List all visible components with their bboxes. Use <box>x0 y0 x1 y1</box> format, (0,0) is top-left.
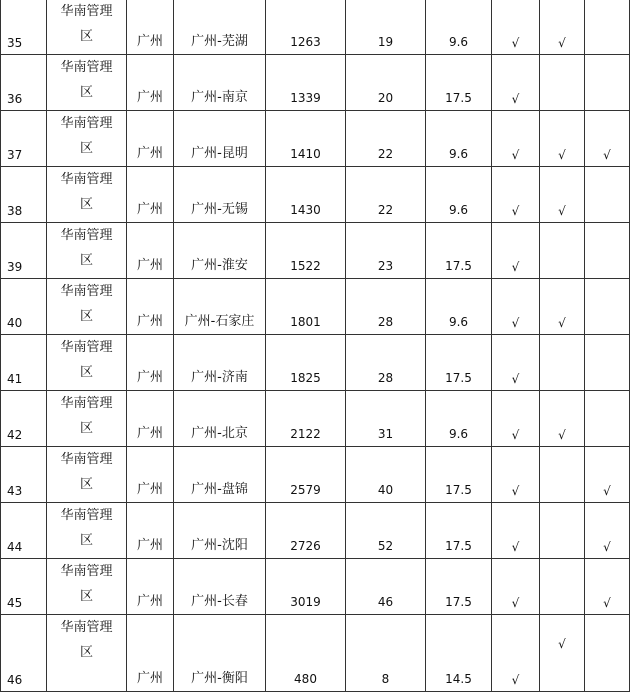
check-mark-col-3: √ <box>585 559 630 615</box>
check-mark-col-3: √ <box>585 111 630 167</box>
days-value: 52 <box>346 503 426 559</box>
region-line-1: 华南管理 <box>60 116 113 131</box>
price-value: 9.6 <box>426 167 492 223</box>
table-row <box>1 447 630 503</box>
region-cell <box>47 447 127 503</box>
days-value: 22 <box>346 111 426 167</box>
table-row <box>1 559 630 615</box>
check-mark-col-1: √ <box>492 503 540 559</box>
distance-value: 1522 <box>266 223 346 279</box>
price-value: 17.5 <box>426 559 492 615</box>
price-value: 17.5 <box>426 223 492 279</box>
price-value: 14.5 <box>426 615 492 692</box>
region-cell <box>47 167 127 223</box>
origin-city: 广州 <box>127 55 174 111</box>
days-value: 28 <box>346 335 426 391</box>
days-value: 8 <box>346 615 426 692</box>
check-mark-col-2: √ <box>540 615 585 692</box>
row-index: 35 <box>1 0 47 55</box>
check-mark-col-2: √ <box>540 167 585 223</box>
distance-value: 2122 <box>266 391 346 447</box>
check-mark-col-1: √ <box>492 223 540 279</box>
check-mark-col-2: √ <box>540 279 585 335</box>
distance-value: 480 <box>266 615 346 692</box>
region-line-1: 华南管理 <box>60 396 113 411</box>
origin-city: 广州 <box>127 335 174 391</box>
row-index: 45 <box>1 559 47 615</box>
region-line-1: 华南管理 <box>60 60 113 75</box>
distance-value: 1801 <box>266 279 346 335</box>
region-cell <box>47 503 127 559</box>
price-value: 9.6 <box>426 111 492 167</box>
check-mark-col-2: √ <box>540 0 585 55</box>
region-line-2: 区 <box>79 477 93 492</box>
check-mark-col-1: √ <box>492 615 540 692</box>
check-mark-col-1: √ <box>492 559 540 615</box>
region-cell <box>47 615 127 692</box>
region-line-2: 区 <box>79 645 93 660</box>
price-value: 17.5 <box>426 447 492 503</box>
days-value: 40 <box>346 447 426 503</box>
region-cell <box>47 0 127 55</box>
region-cell <box>47 55 127 111</box>
distance-value: 1339 <box>266 55 346 111</box>
distance-value: 1263 <box>266 0 346 55</box>
check-mark-col-2 <box>540 335 585 391</box>
row-index: 37 <box>1 111 47 167</box>
check-mark-col-3: √ <box>585 503 630 559</box>
row-index: 38 <box>1 167 47 223</box>
route-name: 广州-石家庄 <box>174 279 266 335</box>
row-index: 46 <box>1 615 47 692</box>
region-line-2: 区 <box>79 85 93 100</box>
region-line-1: 华南管理 <box>60 340 113 355</box>
days-value: 20 <box>346 55 426 111</box>
table-row <box>1 223 630 279</box>
price-value: 9.6 <box>426 0 492 55</box>
region-cell <box>47 223 127 279</box>
route-name: 广州-长春 <box>174 559 266 615</box>
route-name: 广州-北京 <box>174 391 266 447</box>
row-index: 42 <box>1 391 47 447</box>
check-mark-col-1: √ <box>492 279 540 335</box>
region-line-2: 区 <box>79 29 93 44</box>
days-value: 23 <box>346 223 426 279</box>
origin-city: 广州 <box>127 559 174 615</box>
days-value: 22 <box>346 167 426 223</box>
distance-value: 1430 <box>266 167 346 223</box>
price-value: 17.5 <box>426 335 492 391</box>
check-mark-col-3 <box>585 55 630 111</box>
route-name: 广州-沈阳 <box>174 503 266 559</box>
table-row <box>1 615 630 692</box>
origin-city: 广州 <box>127 279 174 335</box>
origin-city: 广州 <box>127 447 174 503</box>
check-mark-col-3 <box>585 279 630 335</box>
check-mark-col-1: √ <box>492 391 540 447</box>
origin-city: 广州 <box>127 223 174 279</box>
check-mark-col-1: √ <box>492 167 540 223</box>
row-index: 43 <box>1 447 47 503</box>
table-row <box>1 279 630 335</box>
route-name: 广州-盘锦 <box>174 447 266 503</box>
check-mark-col-1: √ <box>492 55 540 111</box>
region-cell <box>47 111 127 167</box>
region-line-1: 华南管理 <box>60 564 113 579</box>
region-line-1: 华南管理 <box>60 228 113 243</box>
region-line-2: 区 <box>79 365 93 380</box>
table-row <box>1 503 630 559</box>
check-mark-col-2 <box>540 503 585 559</box>
route-table-body <box>1 0 630 692</box>
days-value: 31 <box>346 391 426 447</box>
route-name: 广州-昆明 <box>174 111 266 167</box>
region-cell <box>47 279 127 335</box>
price-value: 17.5 <box>426 55 492 111</box>
check-mark-col-3 <box>585 335 630 391</box>
region-line-1: 华南管理 <box>60 452 113 467</box>
route-name: 广州-无锡 <box>174 167 266 223</box>
price-value: 9.6 <box>426 391 492 447</box>
route-name: 广州-芜湖 <box>174 0 266 55</box>
region-line-1: 华南管理 <box>60 284 113 299</box>
region-cell <box>47 559 127 615</box>
check-mark-col-1: √ <box>492 335 540 391</box>
origin-city: 广州 <box>127 391 174 447</box>
check-mark-col-3 <box>585 167 630 223</box>
check-mark-col-1: √ <box>492 447 540 503</box>
table-row <box>1 335 630 391</box>
region-line-2: 区 <box>79 141 93 156</box>
distance-value: 2726 <box>266 503 346 559</box>
table-row <box>1 0 630 55</box>
price-value: 9.6 <box>426 279 492 335</box>
row-index: 36 <box>1 55 47 111</box>
region-line-2: 区 <box>79 533 93 548</box>
origin-city: 广州 <box>127 111 174 167</box>
row-index: 40 <box>1 279 47 335</box>
table-row <box>1 391 630 447</box>
table-row <box>1 55 630 111</box>
row-index: 41 <box>1 335 47 391</box>
check-mark-col-3 <box>585 0 630 55</box>
route-name: 广州-衡阳 <box>174 615 266 692</box>
origin-city: 广州 <box>127 167 174 223</box>
table-row <box>1 167 630 223</box>
route-name: 广州-南京 <box>174 55 266 111</box>
distance-value: 1825 <box>266 335 346 391</box>
origin-city: 广州 <box>127 615 174 692</box>
region-line-2: 区 <box>79 421 93 436</box>
check-mark-col-2 <box>540 559 585 615</box>
region-cell <box>47 391 127 447</box>
check-mark-col-3 <box>585 615 630 692</box>
region-line-1: 华南管理 <box>60 172 113 187</box>
origin-city: 广州 <box>127 503 174 559</box>
check-mark-col-3 <box>585 223 630 279</box>
row-index: 39 <box>1 223 47 279</box>
region-line-1: 华南管理 <box>60 508 113 523</box>
region-line-2: 区 <box>79 197 93 212</box>
price-value: 17.5 <box>426 503 492 559</box>
check-mark-col-2: √ <box>540 111 585 167</box>
check-mark-col-2 <box>540 55 585 111</box>
check-mark-col-2: √ <box>540 391 585 447</box>
region-line-2: 区 <box>79 589 93 604</box>
region-line-2: 区 <box>79 309 93 324</box>
origin-city: 广州 <box>127 0 174 55</box>
days-value: 19 <box>346 0 426 55</box>
region-line-1: 华南管理 <box>60 620 113 635</box>
days-value: 28 <box>346 279 426 335</box>
check-mark-col-3 <box>585 391 630 447</box>
distance-value: 1410 <box>266 111 346 167</box>
region-line-1: 华南管理 <box>60 4 113 19</box>
check-mark-col-1: √ <box>492 111 540 167</box>
distance-value: 3019 <box>266 559 346 615</box>
table-row <box>1 111 630 167</box>
region-line-2: 区 <box>79 253 93 268</box>
row-index: 44 <box>1 503 47 559</box>
check-mark-col-3: √ <box>585 447 630 503</box>
route-name: 广州-济南 <box>174 335 266 391</box>
route-name: 广州-淮安 <box>174 223 266 279</box>
days-value: 46 <box>346 559 426 615</box>
check-mark-col-1: √ <box>492 0 540 55</box>
region-cell <box>47 335 127 391</box>
check-mark-col-2 <box>540 447 585 503</box>
distance-value: 2579 <box>266 447 346 503</box>
check-mark-col-2 <box>540 223 585 279</box>
